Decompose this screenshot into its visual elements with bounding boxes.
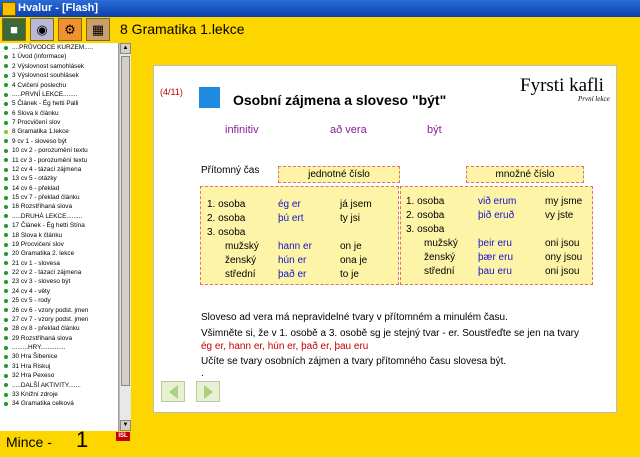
lesson-list-item-label: 30 Hra Šibenice xyxy=(12,353,58,361)
book-icon[interactable]: ■ xyxy=(2,18,26,41)
next-page-button[interactable] xyxy=(196,381,220,402)
paragraph-line-2: Všimněte si, že v 1. osobě a 3. osobě sg je stejný tvar - er. Soustřeďte se jen na tvary xyxy=(201,328,580,339)
lesson-list-item-label: 31 Hra Riskuj xyxy=(12,362,51,370)
bullet-icon xyxy=(4,64,8,68)
globe-icon[interactable]: ◉ xyxy=(30,18,54,41)
lesson-list-item-label: 2 Výslovnost samohlásek xyxy=(12,62,85,70)
singular-cell: 2. osoba xyxy=(207,213,246,224)
lesson-list-item-label: 9 cv 1 - sloveso být xyxy=(12,137,67,145)
page-counter: (4/11) xyxy=(160,87,183,97)
lesson-list-item[interactable] xyxy=(0,381,118,390)
lesson-list-item[interactable] xyxy=(0,71,118,80)
plural-cell: ženský xyxy=(424,252,456,263)
plural-cell: my jsme xyxy=(545,196,583,207)
blue-square-marker xyxy=(199,87,220,108)
lesson-list-item-label: 32 Hra Pexeso xyxy=(12,372,55,380)
lesson-list-item[interactable] xyxy=(0,43,118,52)
singular-header xyxy=(278,166,400,183)
bullet-icon xyxy=(4,121,8,125)
app-icon xyxy=(2,2,16,16)
lesson-list-item-label: 20 Gramatika 2. lekce xyxy=(12,250,75,258)
bullet-icon xyxy=(4,383,8,387)
lesson-list-item[interactable] xyxy=(0,343,118,352)
lesson-list-item-label: 23 cv 3 - sloveso být xyxy=(12,278,71,286)
infinitive-label: infinitiv xyxy=(225,124,259,136)
mince-value: 1 xyxy=(76,427,89,452)
lesson-list-item[interactable] xyxy=(0,240,118,249)
bullet-icon xyxy=(4,93,8,97)
singular-header-text: jednotné číslo xyxy=(308,169,370,180)
lesson-list-item-label: 26 cv 6 - vzory podst. jmen xyxy=(12,306,89,314)
lesson-list-item-label: 4 Cvičení poslechu xyxy=(12,81,66,89)
paragraph-line-1: Sloveso ad vera má nepravidelné tvary v přítomném a minulém času. xyxy=(201,312,508,323)
lesson-list-item[interactable] xyxy=(0,202,118,211)
lesson-list-item-label: 13 cv 5 - otázky xyxy=(12,175,57,183)
bullet-icon xyxy=(4,111,8,115)
lesson-list-item[interactable] xyxy=(0,109,118,118)
bullet-icon xyxy=(4,83,8,87)
lesson-list-item-label: 33 Knižní zdroje xyxy=(12,390,58,398)
lesson-list-item[interactable] xyxy=(0,352,118,361)
lesson-list-item[interactable] xyxy=(0,174,118,183)
lesson-list-item-label: 16 Rozstříhaná slova xyxy=(12,203,73,211)
bullet-icon xyxy=(4,130,8,134)
lesson-list-item-label: 10 cv 2 - porozumění textu xyxy=(12,147,88,155)
lesson-list-item-label: 11 cv 3 - porozumění textu xyxy=(12,156,88,164)
lesson-list-item-label: 29 Rozstříhaná slova xyxy=(12,334,73,342)
singular-cell: ég er xyxy=(278,199,301,210)
plural-cell: 2. osoba xyxy=(406,210,445,221)
lesson-list-item[interactable] xyxy=(0,287,118,296)
brand-logo: Fyrsti kafli xyxy=(520,75,604,96)
lesson-list-item-label: 15 cv 7 - překlad článku xyxy=(12,194,80,201)
lesson-list-item[interactable] xyxy=(0,81,118,90)
singular-cell: þú ert xyxy=(278,213,304,224)
lesson-list-item-label: 17 Článek - Ég hetti Stína xyxy=(12,222,85,230)
plural-cell: þær eru xyxy=(478,252,514,263)
bullet-icon xyxy=(4,233,8,237)
arrow-left-icon xyxy=(169,385,178,399)
bullet-icon xyxy=(4,224,8,228)
paragraph-line-4: Učíte se tvary osobních zájmen a tvary přítomného času slovesa být. xyxy=(201,356,507,367)
bullet-icon xyxy=(4,74,8,78)
lesson-list-item[interactable] xyxy=(0,212,118,221)
lesson-list-item-label: 7 Procvičení slov xyxy=(12,119,61,126)
lesson-list-item[interactable] xyxy=(0,371,118,380)
lesson-list-item[interactable] xyxy=(0,99,118,108)
lesson-list-item[interactable] xyxy=(0,390,118,399)
lesson-list-item[interactable] xyxy=(0,249,118,258)
lesson-list-item[interactable] xyxy=(0,165,118,174)
lesson-list-item[interactable] xyxy=(0,324,118,333)
bullet-icon xyxy=(4,289,8,293)
plural-cell: ony jsou xyxy=(545,252,583,263)
lesson-list-item[interactable] xyxy=(0,231,118,240)
lesson-list-item-label: 1 Úvod (informace) xyxy=(12,53,67,61)
singular-cell: ty jsi xyxy=(340,213,360,224)
plural-cell: oni jsou xyxy=(545,238,580,249)
lesson-list-item[interactable] xyxy=(0,306,118,315)
lesson-list-item[interactable] xyxy=(0,146,118,155)
lesson-list-item-label: 19 Procvičení slov xyxy=(12,240,64,248)
mince-label: Mince - xyxy=(6,434,52,450)
lesson-list-item[interactable] xyxy=(0,399,118,408)
window-titlebar xyxy=(0,0,640,17)
infinitive-czech: být xyxy=(427,124,442,136)
bullet-icon xyxy=(4,327,8,331)
lesson-list-item[interactable] xyxy=(0,296,118,305)
prev-page-button[interactable] xyxy=(161,381,185,402)
bullet-icon xyxy=(4,205,8,209)
bullet-icon xyxy=(4,55,8,59)
lesson-list-item-label: 12 cv 4 - tázací zájmena xyxy=(12,165,82,173)
lesson-list-item[interactable] xyxy=(0,52,118,61)
lesson-list-item-label: 3 Výslovnost souhlásek xyxy=(12,72,79,80)
bullet-icon xyxy=(4,318,8,322)
lesson-list-item[interactable] xyxy=(0,277,118,286)
infinitive-icelandic: að vera xyxy=(330,124,367,136)
plural-cell: oni jsou xyxy=(545,266,580,277)
lesson-list-item[interactable] xyxy=(0,259,118,268)
plural-cell: þið eruð xyxy=(478,210,515,221)
bullet-icon xyxy=(4,214,8,218)
plural-header xyxy=(466,166,584,183)
gear-icon[interactable]: ⚙ xyxy=(58,18,82,41)
lesson-list-item[interactable] xyxy=(0,62,118,71)
scroll-up-arrow[interactable]: ▲ xyxy=(120,43,131,54)
lesson-list-item[interactable] xyxy=(0,90,118,99)
plural-cell: 1. osoba xyxy=(406,196,445,207)
plural-cell: mužský xyxy=(424,238,458,249)
paragraph-line-3: ég er, hann er, hún er, það er, þau eru xyxy=(201,341,369,352)
bullet-icon xyxy=(4,299,8,303)
singular-cell: hann er xyxy=(278,241,312,252)
singular-cell: mužský xyxy=(225,241,259,252)
lesson-list-item[interactable] xyxy=(0,221,118,230)
lesson-list-item-label: 14 cv 6 - překlad xyxy=(12,184,60,192)
lesson-list-item-label: .....PRVNÍ LEKCE........ xyxy=(12,90,78,98)
bullet-icon xyxy=(4,402,8,406)
lesson-list-item-label: 24 cv 4 - věty xyxy=(12,287,51,295)
scroll-thumb[interactable] xyxy=(121,56,130,386)
bullet-icon xyxy=(4,393,8,397)
singular-cell: ona je xyxy=(340,255,368,266)
singular-cell: on je xyxy=(340,241,362,252)
present-tense-label: Přítomný čas xyxy=(201,165,260,176)
sidebar-scrollbar[interactable] xyxy=(119,43,131,431)
plural-cell: þau eru xyxy=(478,266,512,277)
isl-badge: ISL xyxy=(116,432,130,441)
bullet-icon xyxy=(4,261,8,265)
lesson-list-item-label: 25 cv 5 - rody xyxy=(12,297,51,305)
lesson-list-item[interactable] xyxy=(0,137,118,146)
singular-cell: to je xyxy=(340,269,359,280)
singular-cell: střední xyxy=(225,269,256,280)
bullet-icon xyxy=(4,346,8,350)
lesson-list-item-label: 27 cv 7 - vzory podst. jmen xyxy=(12,315,89,323)
brand-subtitle: První lekce xyxy=(578,95,610,103)
lesson-list-item-label: 8 Gramatika 1.lekce xyxy=(12,128,69,136)
bullet-icon xyxy=(4,336,8,340)
bullet-icon xyxy=(4,243,8,247)
lesson-list-item[interactable] xyxy=(0,184,118,193)
bullet-icon xyxy=(4,271,8,275)
lesson-list-item-label: .....DRUHÁ LEKCE......... xyxy=(12,212,83,220)
footer-bar xyxy=(0,431,640,457)
singular-cell: 3. osoba xyxy=(207,227,246,238)
plural-cell: þeir eru xyxy=(478,238,512,249)
bullet-icon xyxy=(4,102,8,106)
bullet-icon xyxy=(4,186,8,190)
lesson-list-item[interactable] xyxy=(0,156,118,165)
lesson-list-item-label: ....PRŮVODCE KURZEM..... xyxy=(12,44,93,51)
bullet-icon xyxy=(4,149,8,153)
arrow-right-icon xyxy=(204,385,213,399)
lesson-list-item[interactable] xyxy=(0,362,118,371)
bullet-icon xyxy=(4,355,8,359)
lesson-list-item-label: .........HRY.............. xyxy=(12,344,66,351)
bullet-icon xyxy=(4,280,8,284)
lesson-list-item-label: 6 Slova k článku xyxy=(12,109,59,117)
bullet-icon xyxy=(4,139,8,143)
plural-cell: střední xyxy=(424,266,455,277)
lesson-list-item[interactable] xyxy=(0,315,118,324)
lesson-list-item-label: 18 Slova k článku xyxy=(12,231,63,239)
lesson-list-item-label: 22 cv 2 - tázací zájmena xyxy=(12,269,82,276)
bullet-icon xyxy=(4,158,8,162)
plural-header-text: množné číslo xyxy=(495,169,555,180)
lesson-list-item-label: .....DALŠÍ AKTIVITY....... xyxy=(12,381,81,389)
lesson-list xyxy=(0,43,119,431)
lesson-list-item-label: 34 Gramatika celková xyxy=(12,400,74,408)
lesson-list-item[interactable] xyxy=(0,268,118,277)
scroll-down-arrow[interactable]: ▼ xyxy=(120,420,131,431)
card-heading: Osobní zájmena a sloveso "být" xyxy=(233,92,447,108)
singular-cell: 1. osoba xyxy=(207,199,246,210)
plural-cell: 3. osoba xyxy=(406,224,445,235)
bullet-icon xyxy=(4,177,8,181)
puzzle-icon[interactable]: ▦ xyxy=(86,18,110,41)
plural-cell: vy jste xyxy=(545,210,574,221)
bullet-icon xyxy=(4,364,8,368)
singular-cell: hún er xyxy=(278,255,307,266)
window-title: Hvalur - [Flash] xyxy=(18,2,99,14)
bullet-icon xyxy=(4,168,8,172)
lesson-list-item[interactable] xyxy=(0,193,118,202)
lesson-list-item-label: 28 cv 8 - překlad článku xyxy=(12,325,80,333)
singular-cell: það er xyxy=(278,269,307,280)
lesson-list-item[interactable] xyxy=(0,334,118,343)
bullet-icon xyxy=(4,252,8,256)
plural-cell: við erum xyxy=(478,196,517,207)
bullet-icon xyxy=(4,374,8,378)
bullet-icon xyxy=(4,196,8,200)
singular-cell: já jsem xyxy=(340,199,372,210)
bullet-icon xyxy=(4,46,8,50)
singular-cell: ženský xyxy=(225,255,257,266)
lesson-title: 8 Gramatika 1.lekce xyxy=(120,21,245,37)
lesson-list-item[interactable] xyxy=(0,118,118,127)
bullet-icon xyxy=(4,308,8,312)
lesson-list-item[interactable] xyxy=(0,127,118,136)
lesson-list-item-label: 21 cv 1 - slovesa xyxy=(12,259,60,267)
lesson-list-item-label: 5 Článek - Ég hetti Palli xyxy=(12,100,79,108)
paragraph-dot: . xyxy=(201,368,204,379)
